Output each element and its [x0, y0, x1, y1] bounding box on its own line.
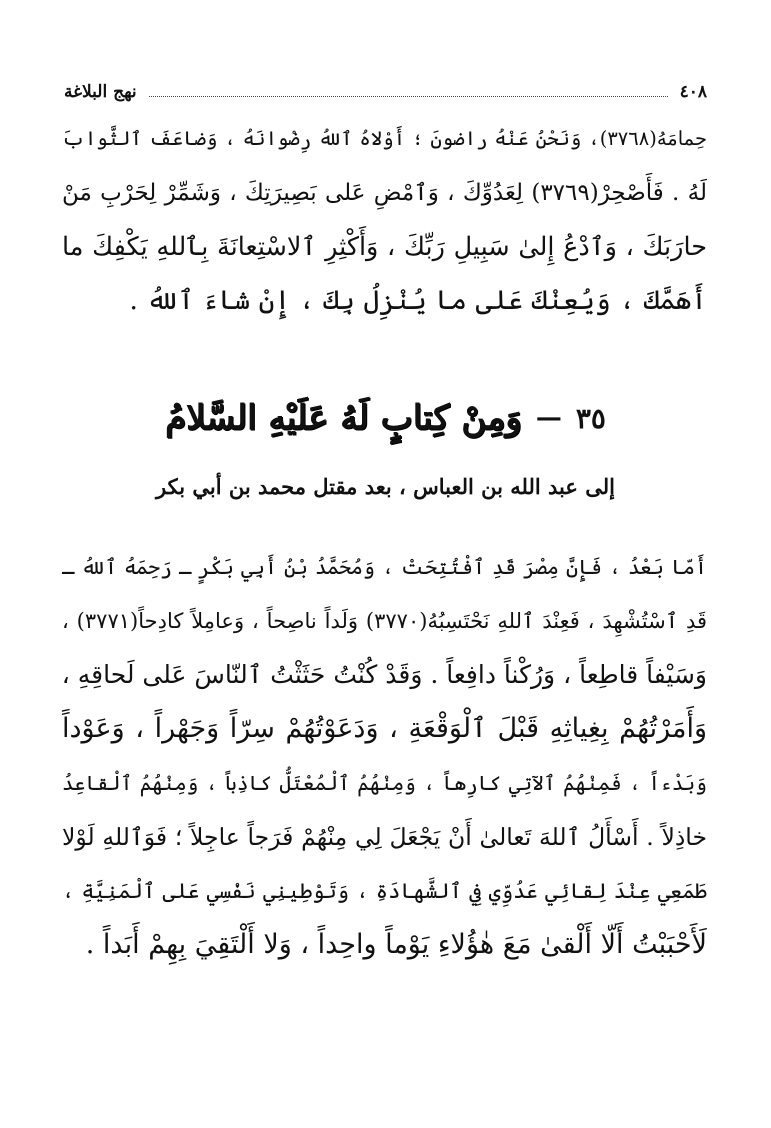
text-line: طَمَعِي عِنْدَ لِقائِي عَدُوِّي فِي ٱلشَّهادَةِ ، وَتَوْطِينِي نَفْسِي عَلى ٱلْمَنِيَّةِ ،	[62, 879, 707, 903]
dotted-leader	[149, 96, 668, 97]
letter-body	[62, 540, 707, 972]
text-line: وَأَمَرْتُهُمْ بِغِياثِهِ قَبْلَ ٱلْوَقْعَةِ ، وَدَعَوْتُهُمْ سِرّاً وَجَهْراً ، وَعَوْداً	[62, 713, 707, 744]
text-line: حارَبَكَ ، وَٱدْعُ إِلىٰ سَبِيلِ رَبِّكَ ، وَأَكْثِرِ ٱلاسْتِعانَةَ بِٱللهِ يَكْفِكَ ما	[62, 232, 707, 262]
page-number: ٤٠٨	[679, 82, 707, 102]
section-number: ٣٥	[575, 401, 606, 435]
text-line: لَأَحْبَبْتُ أَلّا أَلْقىٰ مَعَ هٰؤُلاءِ يَوْماً واحِداً ، وَلا أَلْتَقِيَ بِهِمْ أَبَداً .	[85, 929, 707, 960]
book-title: نهج البلاغة	[64, 82, 137, 102]
section-heading	[0, 388, 771, 448]
section-subheading: إلى عبد الله بن العباس ، بعد مقتل محمد بن أبي بكر	[156, 474, 615, 499]
section-title: وَمِنْ كِتابٍ لَهُ عَلَيْهِ السَّلامُ	[165, 398, 522, 438]
running-head	[64, 78, 707, 106]
section-dash: —	[535, 403, 562, 433]
text-line: حِمامَهُ(٣٧٦٨)، وَنَحْنُ عَنْهُ راضونَ ؛ أَوْلاهُ ٱللهُ رِضْوانَهُ ، وَضاعَفَ ٱلثَّوابَ	[62, 127, 707, 150]
text-line: أَهَمَّكَ ، وَيُعِنْكَ عَلى ما يُنْزِلُ بِكَ ، إِنْ شاءَ ٱللهُ .	[129, 285, 707, 316]
text-line: خاذِلاً . أَسْأَلُ ٱللهَ تَعالىٰ أَنْ يَجْعَلَ لِي مِنْهُمْ فَرَجاً عاجِلاً ؛ فَوَٱللهِ لَوْلا	[62, 823, 707, 851]
text-line: لَهُ . فَأَصْحِرْ(٣٧٦٩) لِعَدُوِّكَ ، وَٱمْضِ عَلى بَصِيرَتِكَ ، وَشَمِّرْ لِحَرْبِ مَنْ	[62, 180, 707, 206]
paragraph-continuation	[62, 112, 707, 328]
text-line: أَمّا بَعْدُ ، فَإِنَّ مِصْرَ قَدِ ٱفْتُتِحَتْ ، وَمُحَمَّدُ بْنُ أَبِي بَكْرٍ ـ رَحِمَهُ ٱللهُ ـ	[62, 555, 707, 579]
text-line: وَسَيْفاً قاطِعاً ، وَرُكْناً دافِعاً . وَقَدْ كُنْتُ حَثَثْتُ ٱلنّاسَ عَلى لَحاقِهِ ،	[61, 660, 707, 689]
text-line: قَدِ ٱسْتُشْهِدَ ، فَعِنْدَ ٱللهِ نَحْتَسِبُهُ(٣٧٧٠) وَلَداً ناصِحاً ، وَعامِلاً كادِحاً(٣٧٧١) ،	[62, 609, 708, 633]
text-line: وَبَدْءاً ، فَمِنْهُمُ ٱلآتِي كارِهاً ، وَمِنْهُمُ ٱلْمُعْتَلُّ كاذِباً ، وَمِنْهُمُ ٱلْقاعِدُ	[62, 771, 707, 795]
